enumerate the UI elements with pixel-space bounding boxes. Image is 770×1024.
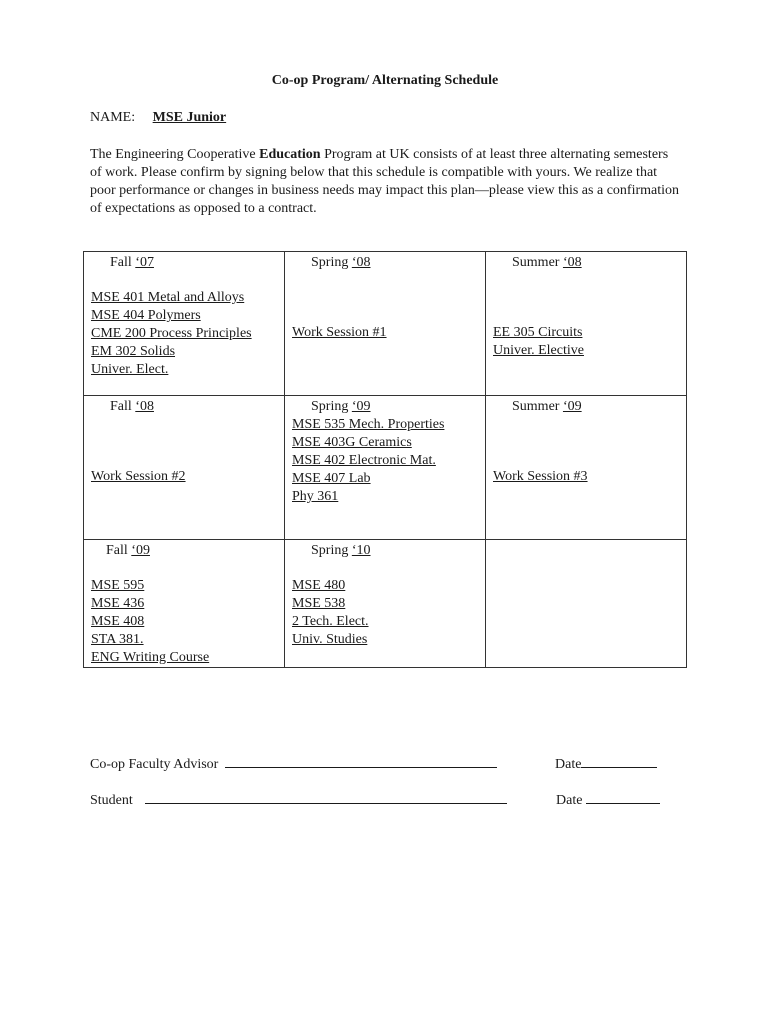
student-signature-line <box>90 791 507 809</box>
advisor-date-label: Date <box>555 757 582 772</box>
term-heading: Spring ‘08 <box>311 255 371 270</box>
course-item: MSE 408 <box>91 614 145 629</box>
course-item: Univer. Elective <box>493 343 584 358</box>
term-heading: Fall ‘07 <box>110 255 154 270</box>
term-heading: Spring ‘10 <box>311 543 371 558</box>
term-heading: Fall ‘09 <box>106 543 150 558</box>
document-title: Co-op Program/ Alternating Schedule <box>271 73 499 88</box>
student-label: Student <box>90 793 133 808</box>
course-item: STA 381. <box>91 632 144 647</box>
name-line <box>90 110 226 126</box>
course-item: EM 302 Solids <box>91 344 176 359</box>
name-value: MSE Junior <box>152 110 227 125</box>
schedule-cell-summer-09 <box>486 396 687 540</box>
advisor-date-line <box>555 755 657 773</box>
course-item: Phy 361 <box>292 489 339 504</box>
course-item: MSE 535 Mech. Properties <box>292 417 445 432</box>
schedule-cell-fall-07 <box>84 252 285 396</box>
name-label: NAME: <box>90 110 136 125</box>
schedule-cell-fall-09 <box>84 540 285 668</box>
schedule-cell-spring-08 <box>285 252 486 396</box>
course-item: Work Session #3 <box>493 469 588 484</box>
term-heading: Spring ‘09 <box>311 399 371 414</box>
course-item: MSE 436 <box>91 596 145 611</box>
term-heading: Fall ‘08 <box>110 399 154 414</box>
student-date-field[interactable] <box>586 791 660 804</box>
schedule-cell-spring-10 <box>285 540 486 668</box>
intro-text-end: Program at UK consists of at least three alternating semesters of work. Please confirm by signing below that this schedule is compatible with yours. We realize that poor performance or changes in business needs may impact this plan—please view this as a confirmation of expectations as opposed to a contract. <box>90 147 679 216</box>
course-item: MSE 538 <box>292 596 346 611</box>
table-row <box>84 396 687 540</box>
course-item: EE 305 Circuits <box>493 325 583 340</box>
term-heading: Summer ‘08 <box>512 255 582 270</box>
course-item: MSE 404 Polymers <box>91 308 201 323</box>
schedule-table <box>83 251 687 668</box>
schedule-cell-summer-08 <box>486 252 687 396</box>
term-heading: Summer ‘09 <box>512 399 582 414</box>
course-item: MSE 595 <box>91 578 145 593</box>
table-row <box>84 252 687 396</box>
intro-text-bold: Education <box>259 147 321 162</box>
advisor-signature-field[interactable] <box>225 755 497 768</box>
course-item: MSE 407 Lab <box>292 471 371 486</box>
schedule-cell-fall-08 <box>84 396 285 540</box>
course-item: Univer. Elect. <box>91 362 169 377</box>
course-item: Work Session #2 <box>91 469 186 484</box>
course-item: Work Session #1 <box>292 325 387 340</box>
student-date-label: Date <box>556 793 583 808</box>
course-item: MSE 480 <box>292 578 346 593</box>
advisor-date-field[interactable] <box>581 755 657 768</box>
course-item: CME 200 Process Principles <box>91 326 252 341</box>
schedule-cell-empty <box>486 540 687 668</box>
student-signature-field[interactable] <box>145 791 507 804</box>
course-item: ENG Writing Course <box>91 650 210 665</box>
course-item: MSE 402 Electronic Mat. <box>292 453 436 468</box>
intro-paragraph <box>90 146 680 218</box>
course-item: Univ. Studies <box>292 632 368 647</box>
intro-text-start: The Engineering Cooperative <box>90 147 260 162</box>
course-item: 2 Tech. Elect. <box>292 614 369 629</box>
table-row <box>84 540 687 668</box>
student-date-line <box>556 791 660 809</box>
course-item: MSE 401 Metal and Alloys <box>91 290 245 305</box>
schedule-cell-spring-09 <box>285 396 486 540</box>
advisor-signature-line <box>90 755 497 773</box>
course-item: MSE 403G Ceramics <box>292 435 412 450</box>
advisor-label: Co-op Faculty Advisor <box>90 757 219 772</box>
